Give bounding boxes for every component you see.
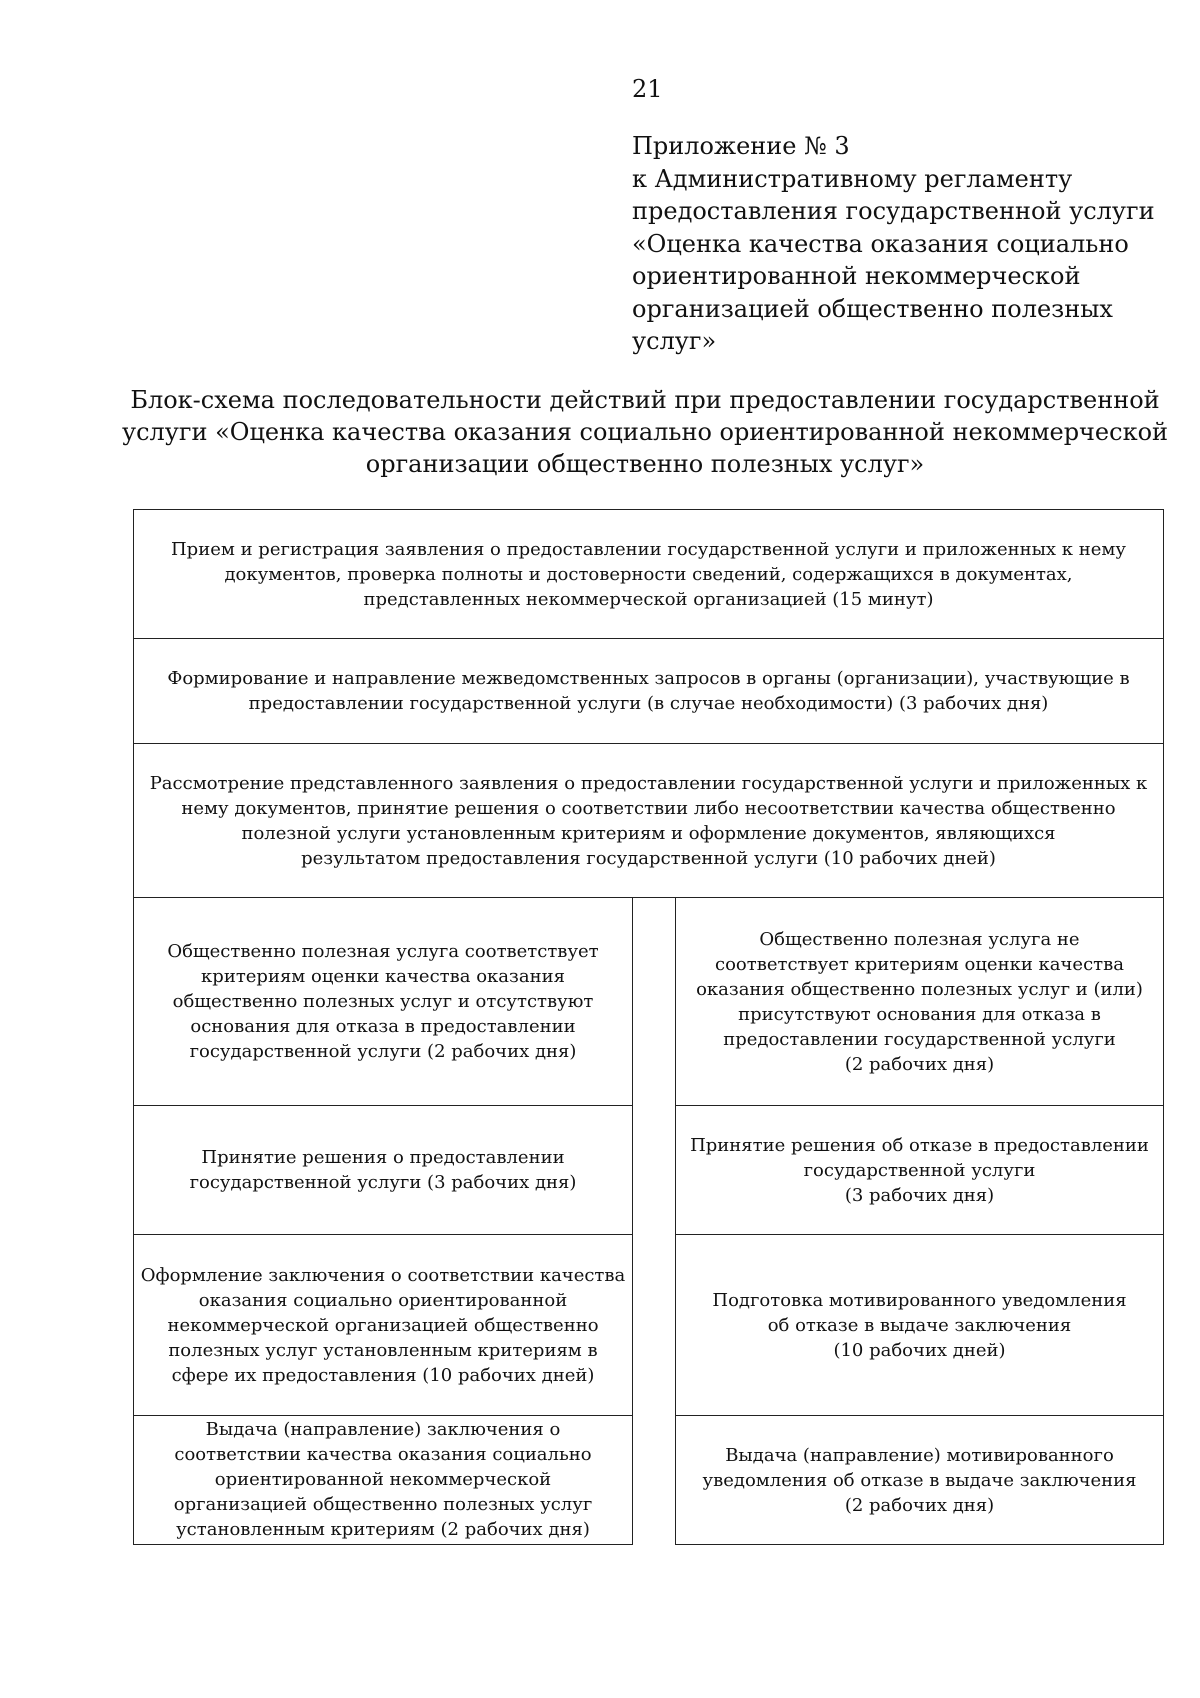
flow-step-refusal-decision — [675, 1105, 1164, 1235]
step-text-line: Формирование и направление межведомственных запросов в органы (организации), участвующие в — [167, 668, 1130, 689]
step-text-line: присутствуют основания для отказа в — [738, 1003, 1101, 1025]
step-text-line: организацией общественно полезных услуг — [173, 1494, 593, 1515]
step-text-line: некоммерческой организацией общественно — [167, 1314, 599, 1336]
flow-step-non-compliant — [675, 897, 1164, 1106]
page-number: 21 — [632, 75, 663, 103]
step-text-line: предоставлении государственной услуги (в случае необходимости) (3 рабочих дня) — [248, 693, 1049, 714]
step-text-line: государственной услуги (2 рабочих дня) — [189, 1041, 577, 1062]
step-text-line: оказания общественно полезных услуг и (или) — [696, 978, 1143, 1000]
appendix-line: организацией общественно полезных — [632, 294, 1113, 323]
appendix-line: к Административному регламенту — [632, 164, 1073, 193]
step-text-line: государственной услуги — [803, 1159, 1036, 1181]
appendix-line: Приложение № 3 — [632, 132, 850, 160]
step-text-line: критериям оценки качества оказания — [201, 966, 565, 987]
step-text-line: оказания социально ориентированной — [198, 1289, 568, 1311]
step-text-line: Общественно полезная услуга соответствует — [167, 941, 599, 962]
flow-step-refusal-notice — [675, 1234, 1164, 1416]
step-text-line: основания для отказа в предоставлении — [190, 1016, 576, 1037]
step-text-line: государственной услуги (3 рабочих дня) — [189, 1172, 577, 1193]
step-text-line: сфере их предоставления (10 рабочих дней) — [171, 1364, 595, 1386]
step-text-line: соответствует критериям оценки качества — [714, 953, 1124, 975]
appendix-header — [632, 130, 1155, 358]
appendix-line: услуг» — [632, 327, 717, 355]
flow-step-conclusion — [133, 1234, 633, 1416]
step-text-line: Принятие решения об отказе в предоставлении — [690, 1134, 1149, 1156]
appendix-line: предоставления государственной услуги — [632, 197, 1155, 225]
flow-step-issue-refusal-notice — [675, 1415, 1164, 1545]
flow-step-interagency-requests — [133, 638, 1164, 744]
flow-step-reception — [133, 509, 1164, 639]
step-text-line: Выдача (направление) мотивированного — [725, 1444, 1114, 1466]
step-text-line: Оформление заключения о соответствии качества — [140, 1264, 626, 1286]
step-text-line: соответствии качества оказания социально — [174, 1444, 592, 1465]
step-text-line: полезной услуги установленным критериям и оформление документов, являющихся — [241, 822, 1056, 844]
step-text-line: общественно полезных услуг и отсутствуют — [172, 991, 594, 1012]
step-text-line: (10 рабочих дней) — [833, 1339, 1006, 1361]
step-text-line: Принятие решения о предоставлении — [201, 1147, 565, 1168]
step-text-line: уведомления об отказе в выдаче заключения — [702, 1469, 1137, 1491]
step-text-line: нему документов, принятие решения о соответствии либо несоответствии качества общественно — [181, 797, 1116, 819]
step-text-line: (2 рабочих дня) — [844, 1053, 995, 1075]
step-text-line: результатом предоставления государственной услуги (10 рабочих дней) — [301, 847, 996, 869]
step-text-line: документов, проверка полноты и достоверности сведений, содержащихся в документах, — [224, 563, 1073, 585]
appendix-line: ориентированной некоммерческой — [632, 262, 1081, 290]
document-title — [120, 384, 1170, 480]
flow-step-compliant — [133, 897, 633, 1106]
flow-step-issue-conclusion — [133, 1415, 633, 1545]
step-text-line: Прием и регистрация заявления о предоставлении государственной услуги и приложенных к нему — [170, 538, 1127, 560]
step-text-line: установленным критериям (2 рабочих дня) — [176, 1519, 590, 1540]
title-line: услуги «Оценка качества оказания социально ориентированной некоммерческой — [121, 418, 1169, 446]
appendix-line: «Оценка качества оказания социально — [632, 229, 1129, 258]
flow-step-review — [133, 743, 1164, 898]
flow-step-grant-decision — [133, 1105, 633, 1235]
step-text-line: предоставлении государственной услуги — [723, 1028, 1116, 1050]
title-line: организации общественно полезных услуг» — [365, 450, 925, 478]
step-text-line: об отказе в выдаче заключения — [767, 1314, 1072, 1336]
step-text-line: полезных услуг установленным критериям в — [168, 1339, 598, 1361]
step-text-line: ориентированной некоммерческой — [214, 1469, 552, 1490]
step-text-line: (3 рабочих дня) — [844, 1184, 995, 1206]
step-text-line: Рассмотрение представленного заявления о предоставлении государственной услуги и приложенных к — [149, 772, 1148, 794]
step-text-line: (2 рабочих дня) — [844, 1494, 995, 1516]
step-text-line: Выдача (направление) заключения о — [205, 1419, 561, 1440]
step-text-line: представленных некоммерческой организацией (15 минут) — [363, 588, 934, 610]
step-text-line: Подготовка мотивированного уведомления — [712, 1289, 1127, 1311]
title-line: Блок-схема последовательности действий при предоставлении государственной — [130, 386, 1160, 414]
step-text-line: Общественно полезная услуга не — [759, 928, 1080, 950]
